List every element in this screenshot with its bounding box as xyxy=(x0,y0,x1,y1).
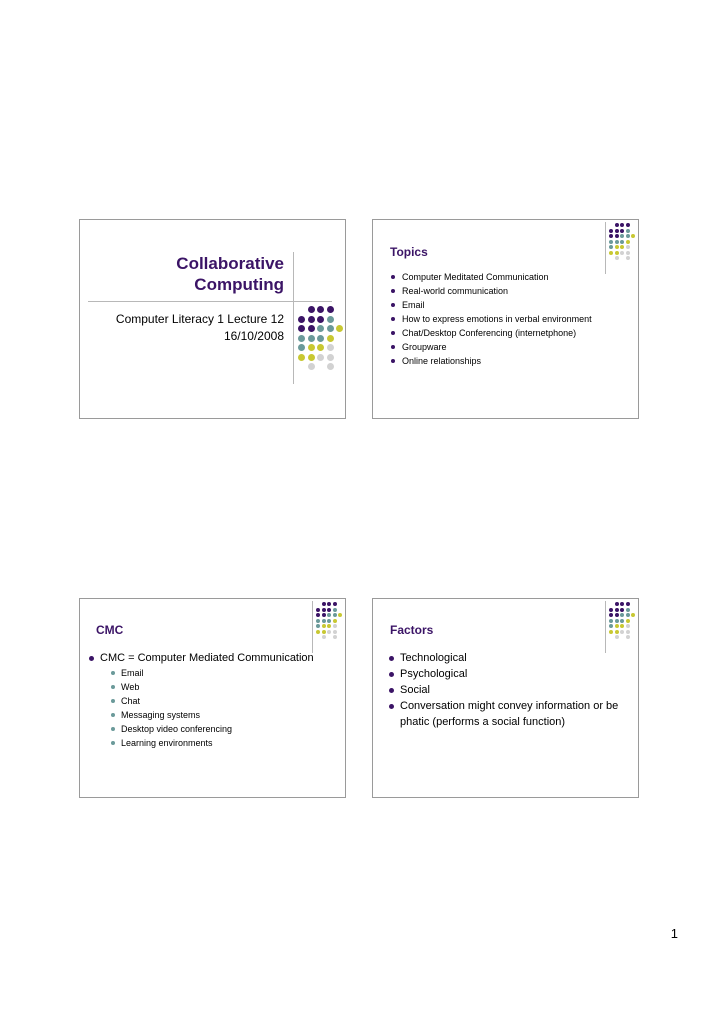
list-item: Chat/Desktop Conferencing (internetphone) xyxy=(390,326,635,340)
decorative-dot xyxy=(615,251,619,255)
decorative-dot xyxy=(333,635,337,639)
list-item: Messaging systems xyxy=(110,708,338,722)
decorative-dot xyxy=(308,363,315,370)
decorative-dot xyxy=(620,234,624,238)
list-item: Computer Meditated Communication xyxy=(390,270,635,284)
decorative-dot xyxy=(609,245,613,249)
decorative-dot xyxy=(333,608,337,612)
decorative-dot xyxy=(609,229,613,233)
slide-topics xyxy=(372,219,639,419)
subtitle-line-1: Computer Literacy 1 Lecture 12 xyxy=(115,312,284,326)
slide-heading: Factors xyxy=(390,623,434,637)
topics-list xyxy=(390,270,635,368)
decorative-dot xyxy=(322,613,326,617)
list-item: Real-world communication xyxy=(390,284,635,298)
decorative-dot xyxy=(615,245,619,249)
decorative-dot xyxy=(316,613,320,617)
decorative-dot xyxy=(620,602,624,606)
decorative-dot xyxy=(615,613,619,617)
decorative-dot xyxy=(626,608,630,612)
decorative-dot xyxy=(316,619,320,623)
decorative-dot xyxy=(308,316,315,323)
decorative-dot xyxy=(626,256,630,260)
decorative-dot xyxy=(317,344,324,351)
divider-horizontal xyxy=(88,301,332,302)
decorative-dot xyxy=(336,325,343,332)
decorative-dot xyxy=(609,251,613,255)
decorative-dot xyxy=(620,624,624,628)
decorative-dot xyxy=(620,245,624,249)
decorative-dot xyxy=(615,608,619,612)
list-item: Web xyxy=(110,680,338,694)
decorative-dot xyxy=(327,316,334,323)
decorative-dot xyxy=(317,306,324,313)
cmc-sub-list xyxy=(110,666,338,750)
decorative-dot xyxy=(327,306,334,313)
cmc-list xyxy=(88,650,338,750)
decorative-dot xyxy=(620,251,624,255)
decorative-dot xyxy=(308,325,315,332)
slide-factors xyxy=(372,598,639,798)
decorative-dot xyxy=(308,306,315,313)
decorative-dot xyxy=(609,240,613,244)
decorative-dot xyxy=(327,344,334,351)
decorative-dot xyxy=(620,619,624,623)
slide-main-title xyxy=(176,253,284,295)
decorative-dot xyxy=(620,613,624,617)
decorative-dot xyxy=(327,619,331,623)
decorative-dot xyxy=(626,234,630,238)
list-item: Technological xyxy=(388,650,632,666)
list-item: Social xyxy=(388,682,632,698)
decorative-dot xyxy=(631,234,635,238)
decorative-dot xyxy=(626,229,630,233)
decorative-dot xyxy=(620,240,624,244)
slide-subtitle xyxy=(116,311,284,345)
decorative-dot xyxy=(317,325,324,332)
decorative-dot xyxy=(631,613,635,617)
page-number: 1 xyxy=(670,926,678,941)
slide-title xyxy=(79,219,346,419)
decorative-dot xyxy=(626,240,630,244)
decorative-dot xyxy=(333,613,337,617)
decorative-dot xyxy=(615,234,619,238)
decorative-dot xyxy=(316,630,320,634)
divider-vertical xyxy=(312,601,313,653)
decorative-dot xyxy=(327,630,331,634)
cmc-main-item: CMC = Computer Mediated Communication xyxy=(100,652,314,664)
slide-heading: CMC xyxy=(96,623,124,637)
decorative-dot xyxy=(298,335,305,342)
decorative-dot xyxy=(615,635,619,639)
decorative-dot xyxy=(615,602,619,606)
decorative-dot xyxy=(609,619,613,623)
decorative-dot xyxy=(620,229,624,233)
decorative-dot xyxy=(620,223,624,227)
decorative-dot xyxy=(317,316,324,323)
decorative-dot xyxy=(322,608,326,612)
decorative-dot xyxy=(615,229,619,233)
decorative-dot xyxy=(333,619,337,623)
list-item: Psychological xyxy=(388,666,632,682)
decorative-dot xyxy=(609,234,613,238)
decorative-dot xyxy=(609,608,613,612)
decorative-dot xyxy=(298,325,305,332)
decorative-dot xyxy=(322,602,326,606)
decorative-dot xyxy=(626,613,630,617)
list-item: Conversation might convey information or be phatic (performs a social function) xyxy=(388,698,632,730)
decorative-dot xyxy=(333,630,337,634)
decorative-dot xyxy=(327,608,331,612)
decorative-dot xyxy=(327,335,334,342)
decorative-dot xyxy=(317,335,324,342)
decorative-dot xyxy=(626,635,630,639)
decorative-dot xyxy=(626,223,630,227)
decorative-dot xyxy=(620,630,624,634)
list-item: Groupware xyxy=(390,340,635,354)
decorative-dot xyxy=(322,619,326,623)
title-line-1: Collaborative xyxy=(176,254,284,273)
subtitle-line-2: 16/10/2008 xyxy=(223,329,284,343)
decorative-dot xyxy=(316,608,320,612)
decorative-dot xyxy=(620,608,624,612)
decorative-dot xyxy=(298,344,305,351)
decorative-dot xyxy=(609,613,613,617)
slide-heading: Topics xyxy=(390,245,428,259)
decorative-dot xyxy=(317,354,324,361)
decorative-dot xyxy=(322,630,326,634)
decorative-dot xyxy=(626,624,630,628)
decorative-dot xyxy=(308,354,315,361)
decorative-dot xyxy=(615,256,619,260)
decorative-dot xyxy=(626,251,630,255)
decorative-dot xyxy=(626,602,630,606)
decorative-dot xyxy=(609,624,613,628)
list-item: Email xyxy=(390,298,635,312)
divider-vertical xyxy=(605,601,606,653)
list-item xyxy=(88,650,338,750)
decorative-dot xyxy=(626,619,630,623)
divider-vertical xyxy=(293,252,294,384)
divider-vertical xyxy=(605,222,606,274)
list-item: Chat xyxy=(110,694,338,708)
title-line-2: Computing xyxy=(194,275,284,294)
list-item: Learning environments xyxy=(110,736,338,750)
decorative-dot xyxy=(322,635,326,639)
decorative-dot xyxy=(333,602,337,606)
list-item: Online relationships xyxy=(390,354,635,368)
decorative-dot xyxy=(615,619,619,623)
decorative-dot xyxy=(338,613,342,617)
decorative-dot xyxy=(327,624,331,628)
slide-cmc xyxy=(79,598,346,798)
decorative-dot xyxy=(316,624,320,628)
decorative-dot xyxy=(615,630,619,634)
decorative-dot xyxy=(615,624,619,628)
decorative-dot xyxy=(327,325,334,332)
decorative-dot xyxy=(626,630,630,634)
factors-list xyxy=(388,650,632,730)
decorative-dot xyxy=(615,240,619,244)
decorative-dot xyxy=(327,363,334,370)
list-item: How to express emotions in verbal environment xyxy=(390,312,635,326)
decorative-dot xyxy=(298,316,305,323)
decorative-dot xyxy=(626,245,630,249)
decorative-dot xyxy=(333,624,337,628)
decorative-dot xyxy=(298,354,305,361)
decorative-dot xyxy=(308,335,315,342)
decorative-dot xyxy=(308,344,315,351)
list-item: Email xyxy=(110,666,338,680)
decorative-dot xyxy=(327,354,334,361)
decorative-dot xyxy=(327,602,331,606)
decorative-dot xyxy=(322,624,326,628)
decorative-dot xyxy=(327,613,331,617)
decorative-dot xyxy=(615,223,619,227)
decorative-dot xyxy=(609,630,613,634)
list-item: Desktop video conferencing xyxy=(110,722,338,736)
